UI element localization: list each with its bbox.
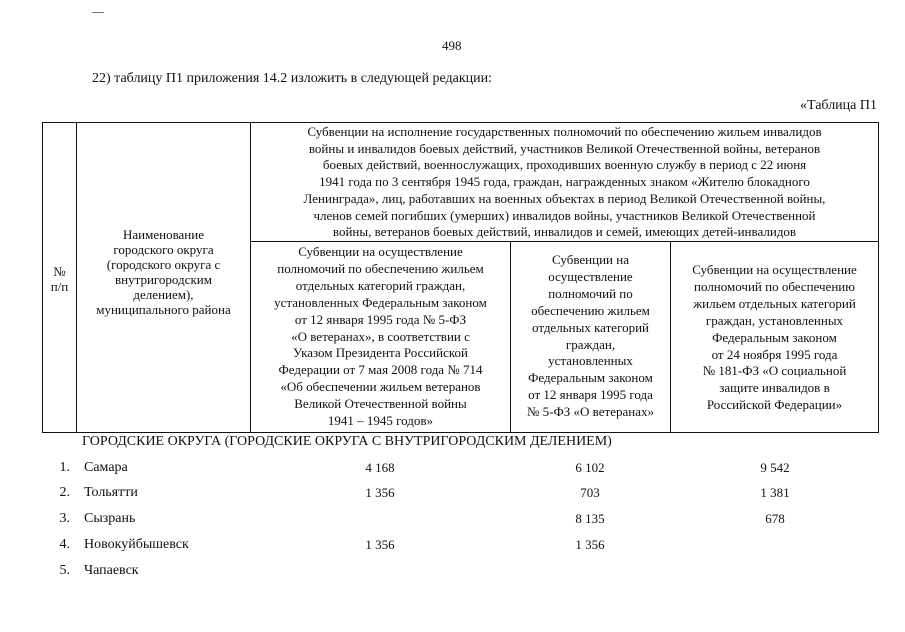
table-label: «Таблица П1 [800, 98, 877, 113]
header-group-line: боевых действий, военнослужащих, проходивших военную службу в период с 22 июня [322, 157, 807, 173]
header-sub1-line: «О ветеранах», в соответствии с [291, 328, 470, 344]
header-name-cell [77, 227, 250, 317]
header-group-line: Ленинграда», лиц, работавших на военных объектах в период Великой Отечественной войны, [303, 190, 826, 206]
header-sub1-line: от 12 января 1995 года № 5-ФЗ [294, 311, 467, 327]
header-sub2-cell [511, 252, 670, 421]
header-group-line: Субвенции на исполнение государственных полномочий по обеспечению жильем инвалидов [307, 124, 822, 139]
row-value-sub1: 4 168 [365, 460, 395, 475]
header-sub3-line: Российской Федерации» [706, 397, 843, 413]
header-num-cell [43, 264, 76, 294]
header-sub3-line: жильем отдельных категорий [693, 295, 856, 311]
header-group-line: войны, ветеранов боевых действий, инвалидов и семей, имеющих детей-инвалидов [332, 224, 797, 240]
row-value-sub2: 8 135 [575, 511, 605, 526]
header-sub3-line: защите инвалидов в [719, 380, 830, 396]
table-top-border [42, 122, 879, 123]
header-sub2-line: обеспечению жильем [531, 302, 650, 318]
row-name: Чапаевск [84, 563, 139, 578]
header-sub1-line: Федерации от 7 мая 2008 года № 714 [278, 362, 483, 378]
row-number: 2. [59, 485, 70, 500]
header-name-line: делением), [133, 287, 194, 302]
header-name-line: муниципального района [96, 302, 231, 317]
header-group-line: членов семей погибших (умерших) инвалидов войны, участников Великой Отечественной [313, 207, 816, 223]
header-sub1-line: Великой Отечественной войны [294, 396, 467, 412]
header-sub1-line: установленных Федеральным законом [274, 294, 487, 310]
row-value-sub3: 9 542 [760, 460, 790, 475]
header-sub1-line: 1941 – 1945 годов» [327, 413, 434, 429]
row-value-sub3: 1 381 [760, 485, 790, 500]
header-name-line: городского округа [113, 242, 214, 257]
header-sub3-line: № 181-ФЗ «О социальной [702, 363, 847, 379]
header-name-line: Наименование [123, 227, 204, 242]
header-group-line: 1941 года по 3 сентября 1945 года, граждан, награжденных знаком «Жителю блокадного [319, 174, 810, 190]
header-sub1-line: Указом Президента Российской [293, 345, 468, 361]
row-value-sub2: 1 356 [575, 537, 605, 552]
header-group-line: войны и инвалидов боевых действий, участников Великой Отечественной войны, ветеранов [308, 140, 821, 156]
row-value-sub2: 6 102 [575, 460, 605, 475]
header-sub2-line: полномочий по [548, 285, 633, 301]
row-number: 3. [59, 511, 70, 526]
header-sub1-cell [251, 244, 510, 430]
table-right-border [878, 122, 879, 433]
header-sub3-line: от 24 ноября 1995 года [711, 346, 838, 362]
header-sub3-line: полномочий по обеспечению [694, 278, 855, 294]
header-sub2-line: осуществление [548, 268, 633, 284]
header-sub3-cell [671, 262, 878, 414]
row-value-sub1: 1 356 [365, 485, 395, 500]
header-sub1-line: Субвенции на осуществление [298, 244, 463, 259]
header-sub2-line: отдельных категорий [531, 319, 649, 335]
row-number: 4. [59, 537, 70, 552]
row-name: Сызрань [84, 511, 136, 526]
row-number: 1. [59, 460, 70, 475]
scan-artifact-mark [92, 12, 104, 13]
page-number: 498 [442, 38, 462, 53]
header-sub3-line: Федеральным законом [712, 329, 837, 345]
header-sub2-line: граждан, [565, 336, 616, 352]
header-sub2-line: от 12 января 1995 года [528, 387, 653, 403]
header-sub2-line: Федеральным законом [528, 370, 653, 386]
header-sub2-line: Субвенции на [552, 252, 629, 267]
header-sub3-line: граждан, установленных [705, 312, 844, 328]
row-name: Новокуйбышевск [84, 537, 189, 552]
header-sub1-line: полномочий по обеспечению жильем [277, 260, 484, 276]
row-name: Самара [84, 460, 128, 475]
amendment-instruction: 22) таблицу П1 приложения 14.2 изложить в следующей редакции: [92, 71, 493, 86]
section-title: ГОРОДСКИЕ ОКРУГА (ГОРОДСКИЕ ОКРУГА С ВНУТРИГОРОДСКИМ ДЕЛЕНИЕМ) [82, 434, 612, 449]
header-group-cell [251, 124, 878, 241]
row-value-sub1: 1 356 [365, 537, 395, 552]
header-num-line: п/п [50, 279, 69, 294]
header-sub2-line: установленных [548, 353, 633, 369]
header-name-line: внутригородским [115, 272, 212, 287]
header-name-line: (городского округа с [106, 257, 221, 272]
row-number: 5. [59, 563, 70, 578]
header-sub2-line: № 5-ФЗ «О ветеранах» [527, 404, 654, 420]
row-value-sub3: 678 [765, 511, 785, 526]
row-name: Тольятти [84, 485, 138, 500]
group-header-bottom-border [250, 241, 879, 242]
row-value-sub2: 703 [580, 485, 600, 500]
header-sub1-line: «Об обеспечении жильем ветеранов [280, 379, 481, 395]
header-bottom-border [42, 432, 879, 433]
header-sub3-line: Субвенции на осуществление [692, 262, 857, 277]
header-sub1-line: отдельных категорий граждан, [295, 277, 466, 293]
header-num-line: № [53, 264, 66, 279]
